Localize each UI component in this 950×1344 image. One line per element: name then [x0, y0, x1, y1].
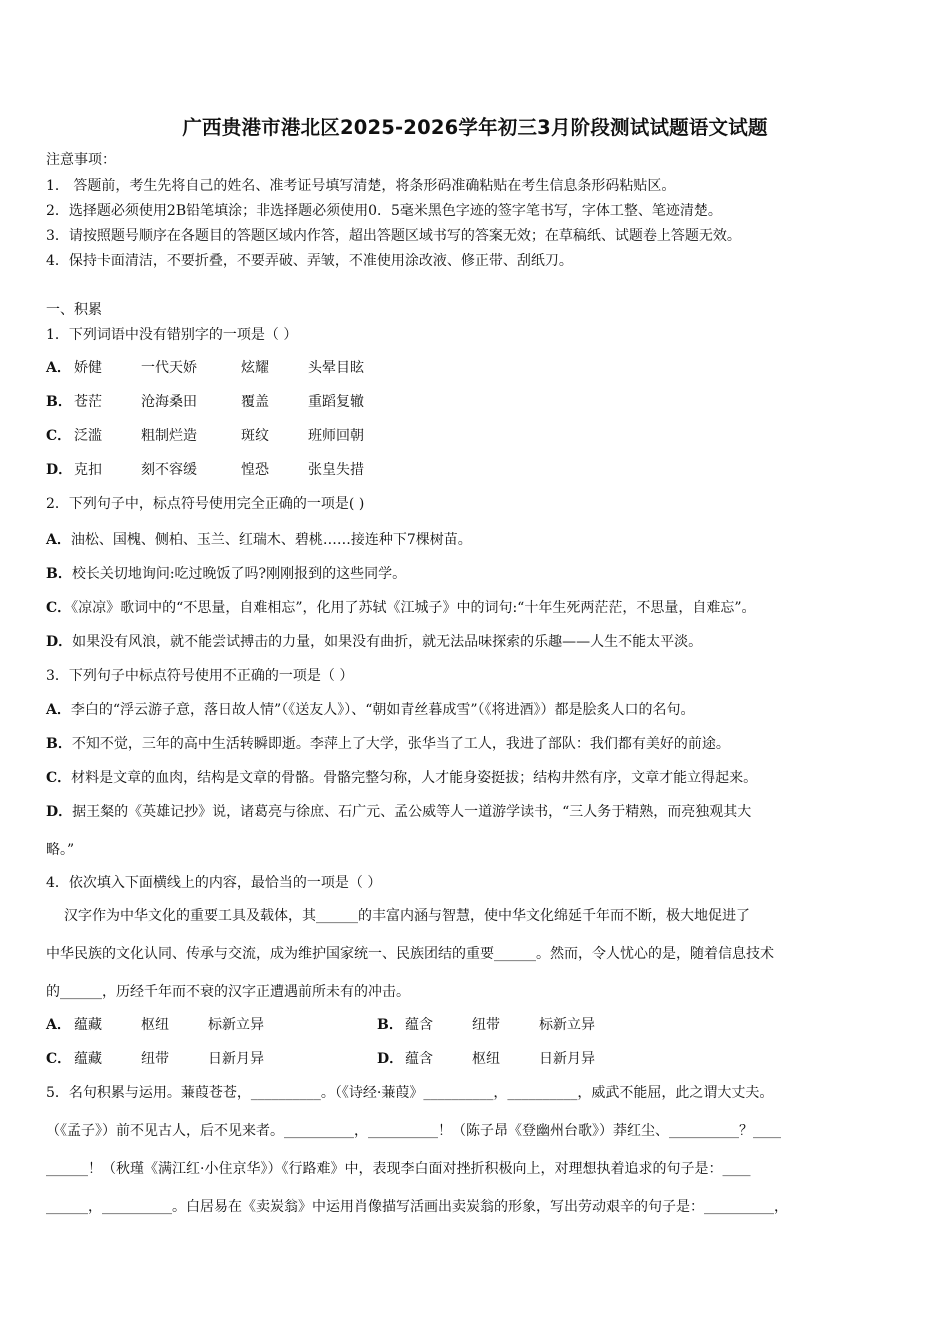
option-word: 纽带 [141, 1051, 169, 1067]
q1-stem: 1．下列词语中没有错别字的一项是（ ） [46, 327, 298, 343]
option-text: 《凉凉》歌词中的“不思量，自难相忘”，化用了苏轼《江城子》中的词句:“十年生死两茫茫，不思量，自难忘”。 [71, 600, 756, 616]
section-heading: 一、积累 [46, 302, 102, 318]
notice-heading: 注意事项： [46, 152, 116, 168]
q5-line-4: ______，__________。白居易在《卖炭翁》中运用肖像描写活画出卖炭翁的形象，写出劳动艰辛的句子是：__________， [46, 1199, 788, 1215]
q3-option-c [46, 771, 757, 785]
option-word: 蕴含 [405, 1017, 433, 1033]
option-word: 娇健 [74, 360, 102, 376]
q5-line-3: ______！（秋瑾《满江红·小住京华》）《行路难》中，表现李白面对挫折积极向上，对理想执着追求的句子是：____ [46, 1161, 751, 1177]
option-label: C． [46, 770, 72, 786]
option-word: 重蹈复辙 [308, 394, 364, 410]
option-word: 炫耀 [241, 360, 269, 376]
option-word: 刻不容缓 [141, 462, 197, 478]
option-word: 蕴藏 [74, 1051, 102, 1067]
page-title: 广西贵港市港北区2025-2026学年初三3月阶段测试试题语文试题 [182, 116, 768, 139]
q5-line-2: （《孟子》）前不见古人，后不见来者。__________，__________！（陈子昂《登幽州台歌》）莽红尘、__________？____ [46, 1123, 781, 1139]
q2-stem: 2．下列句子中，标点符号使用完全正确的一项是( ) [46, 496, 365, 512]
option-text: 李白的“浮云游子意，落日故人情”（《送友人》）、“朝如青丝暮成雪”（《将进酒》）都是脍炙人口的名句。 [70, 702, 695, 718]
notice-item-1: 1． 答题前，考生先将自己的姓名、准考证号填写清楚，将条形码准确粘贴在考生信息条形码粘贴区。 [46, 178, 676, 194]
notice-item-3: 3．请按照题号顺序在各题目的答题区域内作答，超出答题区域书写的答案无效；在草稿纸、试题卷上答题无效。 [46, 228, 741, 244]
option-label: B． [46, 736, 72, 752]
option-word: 蕴含 [405, 1051, 433, 1067]
option-label: A． [46, 702, 71, 718]
option-text: 据王粲的《英雄记抄》说，诸葛亮与徐庶、石广元、孟公威等人一道游学读书，“三人务于精熟，而亮独观其大 [72, 804, 752, 820]
option-word: 蕴藏 [74, 1017, 102, 1033]
option-word: 标新立异 [539, 1017, 595, 1033]
q2-option-d [46, 635, 702, 649]
q3-stem: 3．下列句子中标点符号使用不正确的一项是（ ） [46, 668, 354, 684]
option-word: 枢纽 [141, 1017, 169, 1033]
option-text: 如果没有风浪，就不能尝试搏击的力量，如果没有曲折，就无法品味探索的乐趣——人生不能太平淡。 [72, 634, 703, 650]
q3-option-b [46, 737, 730, 751]
option-label: D． [46, 462, 73, 478]
option-label: A． [46, 532, 71, 548]
option-word: 泛滥 [74, 428, 102, 444]
q2-option-c [46, 601, 756, 615]
notice-item-4: 4．保持卡面清洁，不要折叠，不要弄破、弄皱，不准使用涂改液、修正带、刮纸刀。 [46, 253, 573, 269]
option-word: 头晕目眩 [308, 360, 364, 376]
option-word: 班师回朝 [308, 428, 364, 444]
option-label: A． [46, 1017, 71, 1033]
option-word: 纽带 [472, 1017, 500, 1033]
option-word: 斑纹 [241, 428, 269, 444]
q4-passage-line-3: 的______，历经千年而不衰的汉字正遭遇前所未有的冲击。 [46, 984, 410, 1000]
option-word: 苍茫 [74, 394, 102, 410]
q3-option-d-continued: 略。” [46, 842, 75, 858]
q2-option-a [46, 533, 472, 547]
option-word: 枢纽 [472, 1051, 500, 1067]
option-text: 不知不觉，三年的高中生活转瞬即逝。李萍上了大学，张华当了工人，我进了部队：我们都有美好的前途。 [71, 736, 730, 752]
option-label: D． [46, 804, 73, 820]
option-label: C． [46, 600, 72, 616]
option-label: B． [46, 394, 72, 410]
option-label: B． [377, 1017, 403, 1033]
option-text: 材料是文章的血肉，结构是文章的骨骼。骨骼完整匀称，人才能身姿挺拔；结构井然有序，文章才能立得起来。 [71, 770, 758, 786]
q3-option-a [46, 703, 695, 717]
option-label: D． [46, 634, 73, 650]
q4-passage-line-2: 中华民族的文化认同、传承与交流，成为维护国家统一、民族团结的重要______。然而，令人忧心的是，随着信息技术 [46, 946, 774, 962]
q2-option-b [46, 567, 406, 581]
notice-item-2: 2．选择题必须使用2B铅笔填涂；非选择题必须使用0．5毫米黑色字迹的签字笔书写，字体工整、笔迹清楚。 [46, 203, 722, 219]
option-word: 覆盖 [241, 394, 269, 410]
option-word: 一代天娇 [141, 360, 197, 376]
option-text: 校长关切地询问:吃过晚饭了吗?刚刚报到的这些同学。 [71, 566, 407, 582]
option-label: C． [46, 1051, 72, 1067]
option-word: 粗制烂造 [141, 428, 197, 444]
option-text: 油松、国槐、侧柏、玉兰、红瑞木、碧桃……接连种下7棵树苗。 [70, 532, 472, 548]
q4-stem: 4．依次填入下面横线上的内容，最恰当的一项是（ ） [46, 875, 382, 891]
option-word: 标新立异 [208, 1017, 264, 1033]
option-word: 克扣 [74, 462, 102, 478]
option-word: 沧海桑田 [141, 394, 197, 410]
q5-line-1: 5．名句积累与运用。蒹葭苍苍，__________。（《诗经·蒹葭》__________，__________，威武不能屈，此之谓大丈夫。 [46, 1085, 774, 1101]
option-word: 张皇失措 [308, 462, 364, 478]
option-label: C． [46, 428, 72, 444]
option-word: 惶恐 [241, 462, 269, 478]
option-word: 日新月异 [208, 1051, 264, 1067]
option-label: A． [46, 360, 71, 376]
q4-passage-line-1: 汉字作为中华文化的重要工具及载体，其______的丰富内涵与智慧，使中华文化绵延千年而不断，极大地促进了 [64, 908, 750, 924]
option-word: 日新月异 [539, 1051, 595, 1067]
option-label: D． [377, 1051, 404, 1067]
option-label: B． [46, 566, 72, 582]
q3-option-d [46, 805, 751, 819]
